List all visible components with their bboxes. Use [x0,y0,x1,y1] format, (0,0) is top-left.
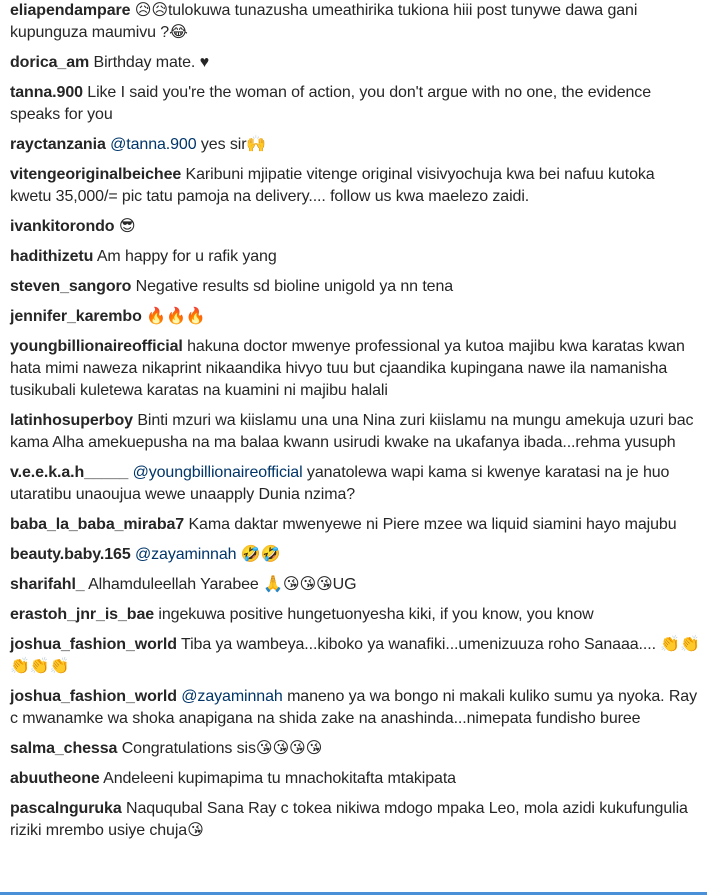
comment-username[interactable]: joshua_fashion_world [10,636,177,653]
comment-username[interactable]: tanna.900 [10,84,83,101]
comment-text: ingekuwa positive hungetuonyesha kiki, if you know, you know [158,606,594,623]
comment-mention-link[interactable]: @youngbillionaireofficial [132,464,303,481]
comment-username[interactable]: dorica_am [10,54,90,71]
comment-username[interactable]: baba_la_baba_miraba7 [10,516,185,533]
comment-username[interactable]: beauty.baby.165 [10,546,131,563]
comment-text: Binti mzuri wa kiislamu una una Nina zuri kiislamu na mungu amekuja uzuri bac kama Alha amekuepusha na ma balaa kwann usirudi kwake na ukafanya ibada...rehma yusuph [10,412,694,451]
comment-text: Am happy for u rafik yang [96,248,277,265]
comment-text: Naququbal Sana Ray c tokea nikiwa mdogo mpaka Leo, mola azidi kukufungulia riziki mrembo usiye chuja😘 [10,800,688,839]
comment-text: 🤣🤣 [240,546,281,563]
comment-item [10,634,700,678]
comment-item [10,514,700,536]
comment-item [10,0,700,44]
comment-item [10,738,700,760]
comment-item [10,544,700,566]
comment-mention-link[interactable]: @tanna.900 [110,136,197,153]
comment-text: Tiba ya wambeya...kiboko ya wanafiki...umenizuuza roho Sanaaa.... 👏👏👏👏👏 [10,636,700,675]
comment-username[interactable]: abuutheone [10,770,100,787]
comment-username[interactable]: latinhosuperboy [10,412,133,429]
comment-text: 😥😥tulokuwa tunazusha umeathirika tukiona hiii post tunywe dawa gani kupunguza maumivu ?😂 [10,2,638,41]
comment-item [10,574,700,596]
comment-username[interactable]: erastoh_jnr_is_bae [10,606,155,623]
comment-text: yanatolewa wapi kama si kwenye karatasi na je huo utaratibu unaoujua wewe unaapply Dunia nzima? [10,464,670,503]
comment-text: Andeleeni kupimapima tu mnachokitafta mtakipata [103,770,456,787]
comment-item [10,768,700,790]
comment-item [10,134,700,156]
comment-text: 🔥🔥🔥 [146,308,206,325]
comment-text: maneno ya wa bongo ni makali kuliko sumu ya nyoka. Ray c mwanamke wa shoka anapigana na shida zake na anashinda...nimepata fundisho buree [10,688,697,727]
comment-item [10,82,700,126]
comment-username[interactable]: jennifer_karembo [10,308,142,325]
comment-username[interactable]: eliapendampare [10,2,131,19]
comment-item [10,164,700,208]
comment-item [10,216,700,238]
comment-item [10,798,700,842]
comment-text: 😎 [118,218,136,235]
comment-item [10,276,700,298]
comment-username[interactable]: ivankitorondo [10,218,115,235]
comment-username[interactable]: salma_chessa [10,740,118,757]
comment-item [10,462,700,506]
comment-text: hakuna doctor mwenye professional ya kutoa majibu kwa karatas kwan hata mimi naweza nikaprint nikaandika hivyo tuu but cjaandika kupingana nawe ila namanisha tusikubali kuletewa karatas na kuamini ni majibu halali [10,338,685,399]
comment-item [10,336,700,402]
comments-list [10,0,700,850]
comment-text: Alhamduleellah Yarabee 🙏😘😘😘UG [88,576,357,593]
comment-username[interactable]: youngbillionaireofficial [10,338,183,355]
comment-username[interactable]: steven_sangoro [10,278,132,295]
comment-text: yes sir🙌 [200,136,267,153]
comment-username[interactable]: vitengeoriginalbeichee [10,166,182,183]
comment-item [10,604,700,626]
comment-item [10,246,700,268]
comment-username[interactable]: rayctanzania [10,136,106,153]
comment-text: Negative results sd bioline unigold ya nn tena [135,278,454,295]
comment-item [10,410,700,454]
comment-item [10,686,700,730]
comment-username[interactable]: hadithizetu [10,248,94,265]
comment-username[interactable]: joshua_fashion_world [10,688,177,705]
comment-text: Congratulations sis😘😘😘😘 [121,740,323,757]
comment-mention-link[interactable]: @zayaminnah [135,546,237,563]
comment-username[interactable]: v.e.e.k.a.h_____ [10,464,129,481]
comment-mention-link[interactable]: @zayaminnah [181,688,283,705]
comment-text: Kama daktar mwenyewe ni Piere mzee wa liquid siamini hayo majubu [188,516,677,533]
comment-text: Karibuni mjipatie vitenge original visivyochuja kwa bei nafuu kutoka kwetu 35,000/= pic tatu pamoja na delivery.... follow us kwa maelezo zaidi. [10,166,655,205]
comment-item [10,306,700,328]
comment-item [10,52,700,74]
comment-username[interactable]: pascalnguruka [10,800,122,817]
comment-text: Birthday mate. ♥ [93,54,210,71]
comment-username[interactable]: sharifahl_ [10,576,85,593]
comment-text: Like I said you're the woman of action, you don't argue with no one, the evidence speaks for you [10,84,651,123]
